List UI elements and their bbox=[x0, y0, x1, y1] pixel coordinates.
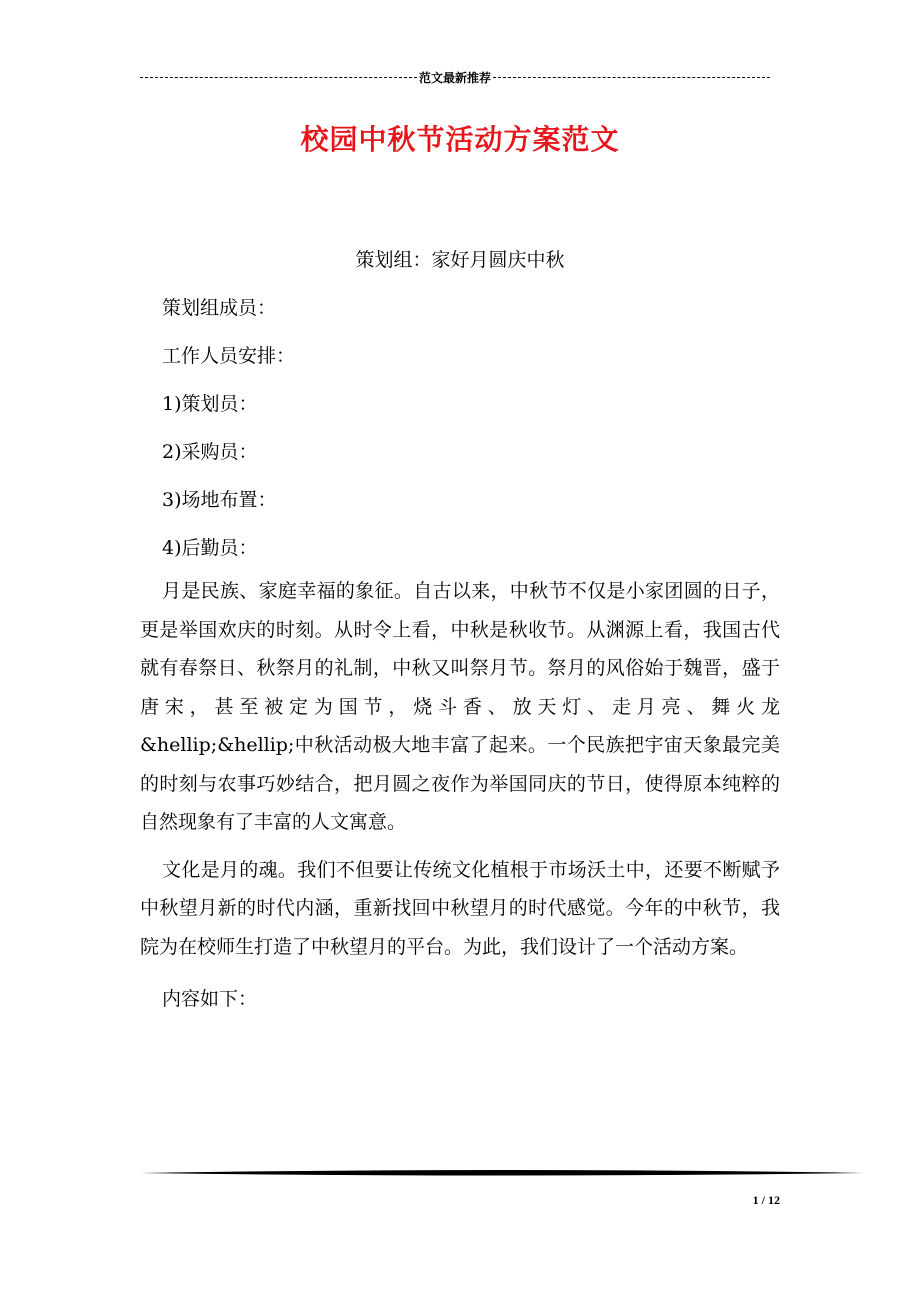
paragraph-moon-symbol: 月是民族、家庭幸福的象征。自古以来，中秋节不仅是小家团圆的日子，更是举国欢庆的时刻。从时令上看，中秋是秋收节。从渊源上看，我国古代就有春祭日、秋祭月的礼制，中秋又叫祭月节。祭月的风俗始于魏晋，盛于唐宋，甚至被定为国节，烧斗香、放天灯、走月亮、舞火龙&hellip;&hellip;中秋活动极大地丰富了起来。一个民族把宇宙天象最完美的时刻与农事巧妙结合，把月圆之夜作为举国同庆的节日，使得原本纯粹的自然现象有了丰富的人文寓意。 bbox=[140, 580, 780, 833]
document-subtitle: 策划组：家好月圆庆中秋 bbox=[355, 249, 565, 271]
line-planning-members: 策划组成员： bbox=[162, 297, 277, 319]
line-logistics: 4)后勤员： bbox=[162, 537, 258, 559]
header-dash-left bbox=[140, 77, 417, 78]
line-venue-setup: 3)场地布置： bbox=[162, 489, 277, 511]
document-body bbox=[140, 236, 780, 1023]
line-staff-arrangement: 工作人员安排： bbox=[162, 345, 296, 367]
document-title: 校园中秋节活动方案范文 bbox=[300, 123, 620, 156]
paragraph-culture: 文化是月的魂。我们不但要让传统文化植根于市场沃土中，还要不断赋予中秋望月新的时代内涵，重新找回中秋望月的时代感觉。今年的中秋节，我院为在校师生打造了中秋望月的平台。为此，我们设计了一个活动方案。 bbox=[140, 858, 780, 958]
line-planner: 1)策划员： bbox=[162, 393, 258, 415]
header-dash-right bbox=[493, 77, 770, 78]
line-content-follows: 内容如下： bbox=[162, 988, 258, 1010]
footer-rule bbox=[140, 1168, 864, 1178]
header-label: 范文最新推荐 bbox=[419, 70, 492, 85]
line-purchaser: 2)采购员： bbox=[162, 441, 258, 463]
header-banner bbox=[140, 68, 770, 86]
page-number: 1 / 12 bbox=[752, 1193, 780, 1207]
